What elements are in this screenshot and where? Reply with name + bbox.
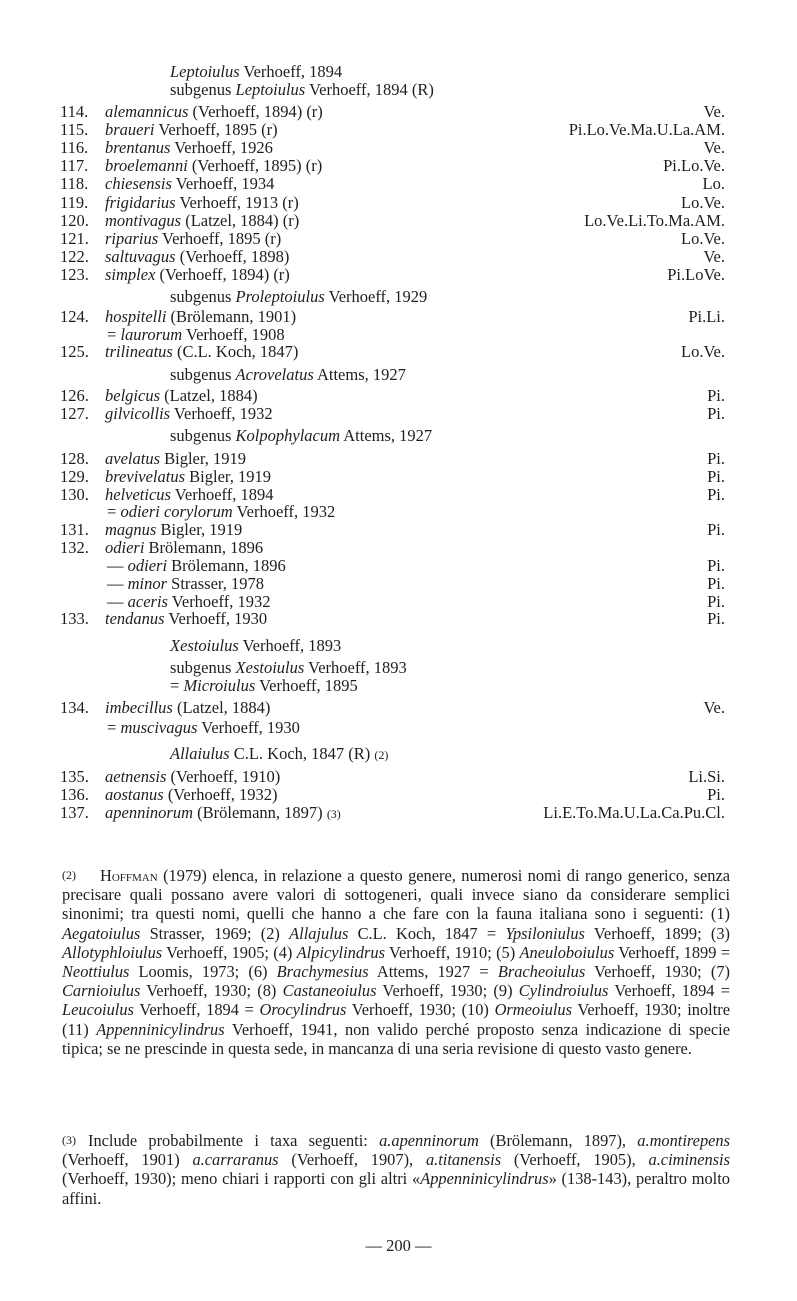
- taxon-author: (Brölemann, 1897): [197, 803, 323, 822]
- region-codes: Pi.: [707, 449, 725, 468]
- species-entry: 131. magnus Bigler, 1919 Pi.: [60, 520, 725, 539]
- subspecies-entry: — odieri Brölemann, 1896 Pi.: [107, 556, 725, 575]
- species-entry: [0, 194, 797, 212]
- entry-number: 122.: [60, 246, 89, 266]
- entry-number: 120.: [60, 210, 89, 230]
- taxon-author: Verhoeff, 1932: [171, 592, 271, 611]
- region-codes: Pi.: [707, 574, 725, 593]
- entry-number: 116.: [60, 138, 89, 158]
- taxon-name: brevivelatus: [105, 467, 186, 486]
- footnote-2: [62, 866, 730, 1058]
- species-entry: [0, 387, 797, 405]
- taxon-name: minor: [127, 574, 168, 593]
- synonym-line: = muscivagus Verhoeff, 1930: [107, 718, 300, 737]
- species-entry: 124. hospitelli (Brölemann, 1901) Pi.Li.: [60, 307, 725, 326]
- taxon-author: (Verhoeff, 1910): [170, 767, 281, 786]
- genus-name: Leptoiulus: [170, 62, 240, 81]
- taxon-name: odieri: [127, 556, 168, 575]
- taxon-name: riparius: [105, 228, 159, 248]
- entry-number: 118.: [60, 174, 89, 194]
- region-codes: Lo.Ve.: [681, 192, 725, 212]
- taxon-name: chiesensis: [105, 174, 172, 194]
- region-codes: Pi.: [707, 404, 725, 423]
- entry-number: 130.: [60, 485, 89, 504]
- species-entry: [0, 121, 797, 139]
- region-codes: Ve.: [703, 138, 725, 158]
- region-codes: Lo.Ve.: [681, 228, 725, 248]
- genus-heading: Xestoiulus Verhoeff, 1893: [170, 636, 342, 655]
- region-codes: Pi.Lo.Ve.Ma.U.La.AM.: [568, 120, 725, 140]
- taxon-author: (Latzel, 1884) (r): [185, 210, 300, 230]
- region-codes: Lo.: [702, 174, 725, 194]
- taxon-author: Bigler, 1919: [164, 449, 246, 468]
- page-number: — 200 —: [365, 1236, 432, 1255]
- entry-number: 123.: [60, 264, 89, 284]
- subgenus-heading: subgenus Proleptoiulus Verhoeff, 1929: [170, 287, 428, 306]
- region-codes: Ve.: [703, 102, 725, 121]
- entry-number: 128.: [60, 449, 89, 468]
- entry-number: 137.: [60, 803, 89, 822]
- taxon-name: alemannicus: [105, 102, 189, 121]
- region-codes: Li.Si.: [688, 767, 725, 786]
- taxon-name: broelemanni: [105, 156, 188, 176]
- species-entry: 132. odieri Brölemann, 1896: [60, 538, 264, 557]
- taxon-author: (Verhoeff, 1894) (r): [192, 102, 323, 121]
- taxon-author: (Latzel, 1884): [164, 386, 258, 405]
- footnote-text: Include probabilmente i taxa seguenti: a.apenninorum (Brölemann, 1897), a.montirepens (Verhoeff, 1901) a.carraranus (Verhoeff, 1907), a.titanensis (Verhoeff, 1905), a.ciminensis (Verhoeff, 1930); meno chiari i rapporti con gli altri «Appenninicylindrus» (138-143), peraltro molto affini.: [62, 1131, 730, 1208]
- region-codes: Pi.: [707, 467, 725, 486]
- species-entry: [0, 266, 797, 284]
- species-entry: [0, 768, 797, 786]
- footnote-3: [62, 1131, 730, 1208]
- taxon-author: Bigler, 1919: [189, 467, 271, 486]
- taxon-name: avelatus: [105, 449, 160, 468]
- genus-heading: [170, 63, 342, 81]
- species-entry: 134. imbecillus (Latzel, 1884) Ve.: [60, 698, 725, 717]
- entry-number: 119.: [60, 192, 89, 212]
- species-entry: [0, 804, 797, 822]
- taxon-name: gilvicollis: [105, 404, 171, 423]
- species-entry: [0, 468, 797, 486]
- species-entry: 125. trilineatus (C.L. Koch, 1847) Lo.Ve.: [60, 342, 725, 361]
- subgenus-heading: subgenus Kolpophylacum Attems, 1927: [170, 426, 433, 445]
- note-ref: (3): [326, 807, 341, 821]
- region-codes: Pi.Lo.Ve.: [663, 156, 725, 176]
- region-codes: Pi.: [707, 485, 725, 504]
- taxon-author: Verhoeff, 1913 (r): [179, 192, 299, 212]
- taxon-name: frigidarius: [105, 192, 176, 212]
- taxon-author: (Verhoeff, 1932): [167, 785, 278, 804]
- synonym-line: = odieri corylorum Verhoeff, 1932: [107, 502, 336, 521]
- taxon-name: apenninorum: [105, 803, 193, 822]
- taxon-author: Verhoeff, 1934: [175, 174, 275, 194]
- species-entry: [0, 230, 797, 248]
- synonym-line: = Microiulus Verhoeff, 1895: [170, 676, 358, 695]
- taxon-author: Strasser, 1978: [171, 574, 265, 593]
- note-ref: (2): [374, 748, 389, 762]
- entry-number: 127.: [60, 404, 89, 423]
- species-entry: [0, 786, 797, 804]
- entry-number: 126.: [60, 386, 89, 405]
- region-codes: Lo.Ve.Li.To.Ma.AM.: [584, 210, 725, 230]
- species-entry: 133. tendanus Verhoeff, 1930 Pi.: [60, 609, 725, 628]
- region-codes: Li.E.To.Ma.U.La.Ca.Pu.Cl.: [543, 803, 725, 822]
- taxon-name: montivagus: [105, 210, 182, 230]
- subspecies-entry: — aceris Verhoeff, 1932 Pi.: [107, 592, 725, 611]
- genus-heading: Allaiulus C.L. Koch, 1847 (R) (2): [170, 744, 389, 763]
- species-entry: [0, 175, 797, 193]
- species-entry: [0, 248, 797, 266]
- taxon-author: (Verhoeff, 1895) (r): [191, 156, 323, 176]
- region-codes: Pi.LoVe.: [667, 264, 725, 284]
- region-codes: Pi.: [707, 556, 725, 575]
- species-entry: [0, 212, 797, 230]
- taxon-name: aceris: [127, 592, 168, 611]
- species-entry: [0, 405, 797, 423]
- region-codes: Pi.: [707, 386, 725, 405]
- subgenus-heading: subgenus Xestoiulus Verhoeff, 1893: [170, 658, 407, 677]
- subgenus-heading: subgenus Acrovelatus Attems, 1927: [170, 365, 406, 384]
- entry-number: 115.: [60, 120, 89, 140]
- taxon-name: helveticus: [105, 485, 171, 504]
- taxon-author: Brölemann, 1896: [171, 556, 286, 575]
- taxon-author: Verhoeff, 1932: [173, 404, 273, 423]
- subgenus-heading: subgenus Leptoiulus Verhoeff, 1894 (R): [170, 80, 434, 99]
- taxon-name: aostanus: [105, 785, 164, 804]
- genus-author: Verhoeff, 1894: [243, 62, 343, 81]
- entry-number: 136.: [60, 785, 89, 804]
- subspecies-entry: — minor Strasser, 1978 Pi.: [107, 574, 725, 593]
- taxon-name: aetnensis: [105, 767, 167, 786]
- region-codes: Pi.: [707, 785, 725, 804]
- species-entry: [0, 103, 797, 121]
- taxon-author: Verhoeff, 1895 (r): [158, 120, 278, 140]
- footnote-text: Hoffman (1979) elenca, in relazione a questo genere, numerosi nomi di rango generico, senza precisare quali possano avere valori di sottogeneri, quali invece siano da considerare semplici sinonimi; tra questi nomi, quelli che hanno a che fare con la fauna italiana sono i seguenti: (1) Aegatoiulus Strasser, 1969; (2) Allajulus C.L. Koch, 1847 = Ypsiloniulus Verhoeff, 1899; (3) Allotyphloiulus Verhoeff, 1905; (4) Alpicylindrus Verhoeff, 1910; (5) Aneuloboiulus Verhoeff, 1899 = Neottiulus Loomis, 1973; (6) Brachymesius Attems, 1927 = Bracheoiulus Verhoeff, 1930; (7) Carnioiulus Verhoeff, 1930; (8) Castaneoiulus Verhoeff, 1930; (9) Cylindroiulus Verhoeff, 1894 = Leucoiulus Verhoeff, 1894 = Orocylindrus Verhoeff, 1930; (10) Ormeoiulus Verhoeff, 1930; inoltre (11) Appenninicylindrus Verhoeff, 1941, non valido perché proposto senza indicazione di specie tipica; se ne prescinde in questa sede, in mancanza di una seria revisione di questo vasto genere.: [62, 866, 731, 1058]
- entry-number: 129.: [60, 467, 89, 486]
- taxon-name: belgicus: [105, 386, 160, 405]
- taxon-name: braueri: [105, 120, 155, 140]
- footnote-mark: (3): [62, 1133, 76, 1147]
- taxon-name: simplex: [105, 264, 156, 284]
- species-entry: [0, 139, 797, 157]
- entry-number: 117.: [60, 156, 89, 176]
- taxon-author: Verhoeff, 1895 (r): [162, 228, 282, 248]
- taxon-author: (Verhoeff, 1898): [179, 246, 290, 266]
- entry-number: 135.: [60, 767, 89, 786]
- species-entry: [0, 157, 797, 175]
- taxon-author: Verhoeff, 1926: [174, 138, 273, 158]
- region-codes: Ve.: [703, 246, 725, 266]
- taxon-name: saltuvagus: [105, 246, 176, 266]
- species-entry: [0, 450, 797, 468]
- taxon-author: Verhoeff, 1894: [174, 485, 274, 504]
- synonym-line: = laurorum Verhoeff, 1908: [107, 325, 285, 344]
- entry-number: 121.: [60, 228, 89, 248]
- taxon-author: (Verhoeff, 1894) (r): [159, 264, 290, 284]
- taxon-name: brentanus: [105, 138, 171, 158]
- entry-number: 114.: [60, 102, 89, 121]
- footnote-mark: (2): [62, 868, 76, 882]
- region-codes: Pi.: [707, 592, 725, 611]
